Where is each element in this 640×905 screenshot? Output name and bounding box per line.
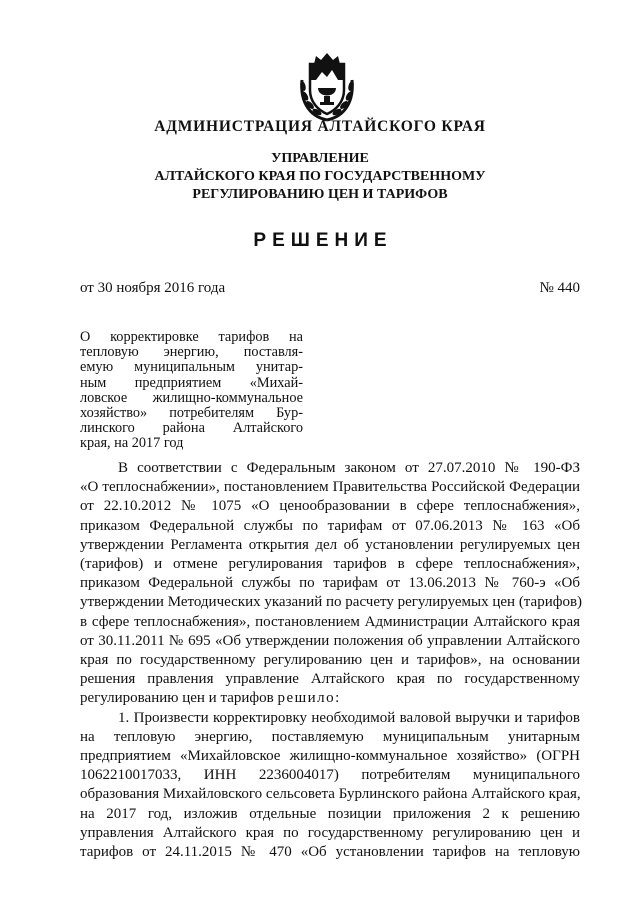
department-line: АЛТАЙСКОГО КРАЯ ПО ГОСУДАРСТВЕННОМУ: [154, 169, 486, 184]
body-line: В соответствии с Федеральным законом от 27.07.2010 № 190-ФЗ: [118, 460, 580, 476]
administration-title: АДМИНИСТРАЦИЯ АЛТАЙСКОГО КРАЯ: [154, 118, 486, 135]
subject-line: линского района Алтайского: [80, 420, 303, 437]
department-line: УПРАВЛЕНИЕ: [271, 151, 369, 166]
item1-line: тарифов от 24.11.2015 № 470 «Об установлении тарифов на тепловую: [80, 844, 580, 861]
item1-line: образования Михайловского сельсовета Бурлинского района Алтайского края,: [80, 786, 581, 803]
body-line: утверждении Методических указаний по расчету регулируемых цен (тарифов): [80, 594, 583, 611]
document-body: [80, 459, 583, 862]
item1-line: на тепловую энергию, поставляемую муниципальным унитарным: [80, 728, 580, 745]
body-line: «О теплоснабжении», постановлением Правительства Российской Федерации: [80, 479, 580, 496]
subject-line: ным предприятием «Михай-: [80, 374, 303, 391]
coat-of-arms-icon: [296, 50, 358, 124]
item1-line: 1062210017033, ИНН 2236004017) потребителям муниципального: [80, 767, 580, 784]
body-line: края по государственному регулированию цен и тарифов», на основании: [80, 652, 580, 669]
document-number: № 440: [539, 280, 580, 296]
resolved-colon: :: [335, 690, 340, 707]
document-date: от 30 ноября 2016 года: [80, 280, 226, 296]
document-subject: [80, 330, 303, 452]
body-line-resolution: [80, 689, 580, 708]
item1-line: 1. Произвести корректировку необходимой валовой выручки и тарифов: [118, 709, 580, 726]
subject-line: ловское жилищно-коммунальное: [80, 389, 303, 406]
item1-line: управления Алтайского края по государственному регулированию цен и: [80, 824, 580, 841]
resolved-word: решило: [277, 690, 336, 707]
subject-line: края, на 2017 год: [80, 435, 184, 452]
body-line: (тарифов) и отмене регулирования тарифов в сфере теплоснабжения»,: [80, 556, 580, 573]
document-type: РЕШЕНИЕ: [253, 230, 393, 251]
item1-line: на 2017 год, изложив отдельные позиции приложения 2 к решению: [80, 805, 580, 822]
department-line: РЕГУЛИРОВАНИЮ ЦЕН И ТАРИФОВ: [192, 187, 448, 202]
body-line: в сфере теплоснабжения», постановлением Администрации Алтайского края: [80, 613, 580, 630]
item1-line: предприятием «Михайловское жилищно-коммунальное хозяйство» (ОГРН: [80, 748, 580, 765]
body-line: приказом Федеральной службы по тарифам от 07.06.2013 № 163 «Об: [80, 517, 580, 534]
department-name: [0, 150, 640, 204]
body-line: регулированию цен и тарифов: [80, 690, 274, 707]
subject-line: хозяйство» потребителям Бур-: [80, 405, 303, 422]
subject-line: емую муниципальным унитар-: [80, 359, 303, 376]
body-line: утверждении Регламента открытия дел об установлении регулируемых цен: [80, 536, 580, 553]
subject-line: О корректировке тарифов на: [80, 329, 303, 345]
body-line: от 30.11.2011 № 695 «Об утверждении положения об управлении Алтайского: [80, 632, 580, 649]
body-line: от 22.10.2012 № 1075 «О ценообразовании в сфере теплоснабжения»,: [80, 498, 580, 515]
body-line: приказом Федеральной службы по тарифам от 13.06.2013 № 760-э «Об: [80, 575, 580, 592]
subject-line: тепловую энергию, поставля-: [80, 344, 303, 361]
body-line: решения правления управление Алтайского края по государственному: [80, 671, 580, 688]
